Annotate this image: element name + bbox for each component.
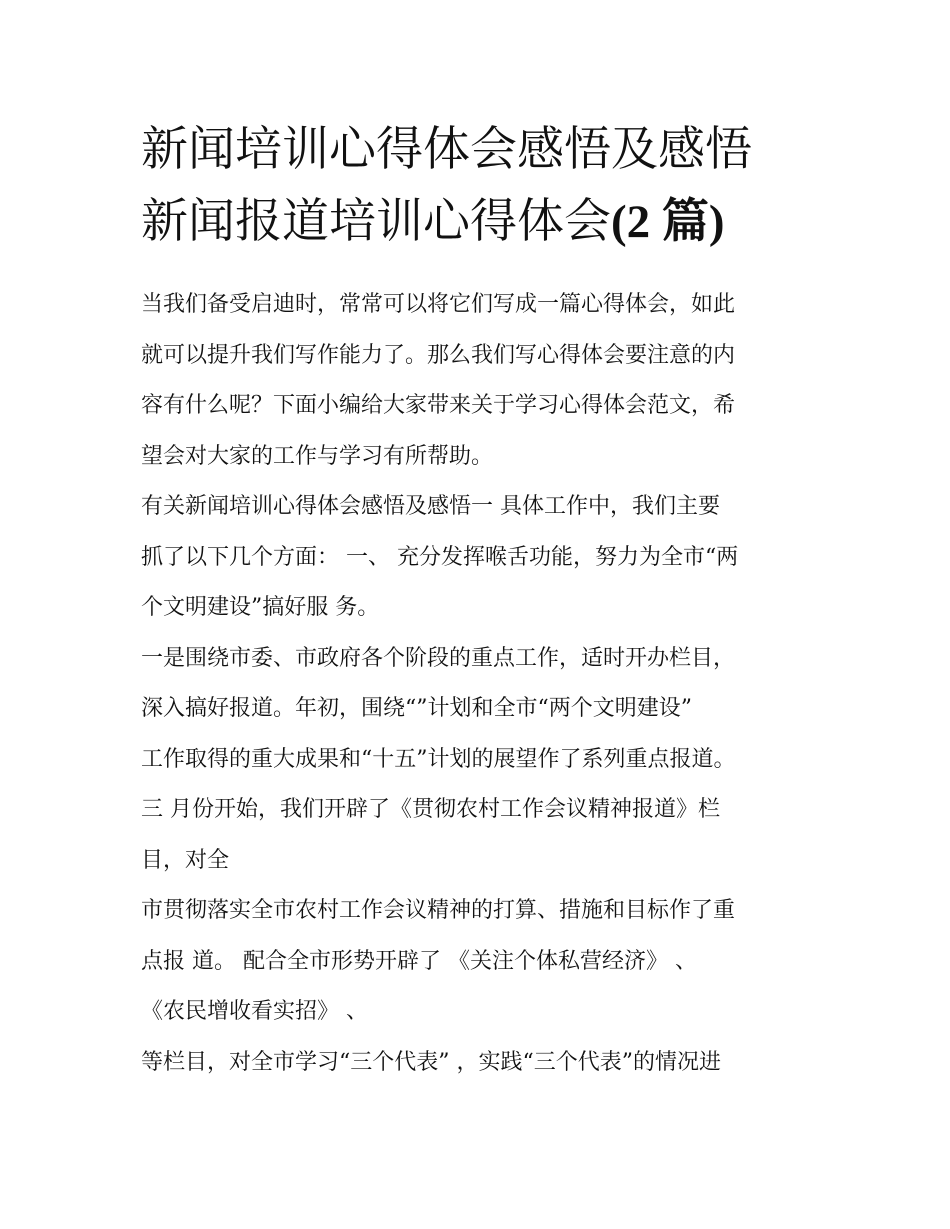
body-line: 当我们备受启迪时，常常可以将它们写成一篇心得体会，如此 [141, 292, 736, 317]
title-line [141, 186, 821, 258]
body-line: 有关新闻培训心得体会感悟及感悟一 具体工作中，我们主要 [141, 494, 720, 519]
body-line: 容有什么呢？下面小编给大家带来关于学习心得体会范文，希 [141, 393, 736, 418]
body-line: 市贯彻落实全市农村工作会议精神的打算、措施和目标作了重 [141, 898, 736, 923]
body-line: 点报 道。 配合全市形势开辟了 《关注个体私营经济》 、 [141, 948, 697, 974]
body-line: 望会对大家的工作与学习有所帮助。 [141, 443, 494, 469]
title-line-suffix: (2 篇) [611, 196, 725, 248]
title-line-text: 新闻报道培训心得体会 [141, 194, 611, 249]
body-line: 一是围绕市委、市政府各个阶段的重点工作，适时开办栏目， [141, 645, 736, 671]
body-line: 等栏目，对全市学习“三个代表” ，实践“三个代表”的情况进 [141, 1049, 721, 1075]
title-line [141, 114, 821, 186]
body-line: 目，对全 [141, 847, 230, 873]
document-title [141, 114, 821, 258]
document-body [141, 280, 821, 1088]
body-line: 就可以提升我们写作能力了。那么我们写心得体会要注意的内 [141, 342, 736, 368]
document-content [141, 114, 821, 1088]
body-line: 抓了以下几个方面： 一、 充分发挥喉舌功能，努力为全市“两 [141, 544, 739, 570]
body-line: 工作取得的重大成果和“十五”计划的展望作了系列重点报道。 [141, 746, 736, 772]
body-line: 个文明建设”搞好服 务。 [141, 595, 380, 620]
body-line: 三 月份开始，我们开辟了《贯彻农村工作会议精神报道》栏 [141, 797, 720, 822]
title-line-text: 新闻培训心得体会感悟及感悟 [141, 122, 752, 177]
body-line: 深入搞好报道。年初，围绕“”计划和全市“两个文明建设” [141, 696, 692, 721]
body-line: 《农民增收看实招》 、 [141, 999, 368, 1024]
